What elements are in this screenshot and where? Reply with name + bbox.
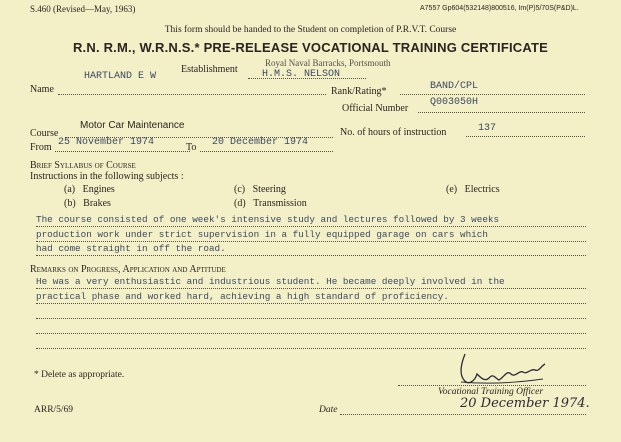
subject-a: (a) Engines — [64, 184, 115, 195]
form-instruction: This form should be handed to the Student on completion of P.R.V.T. Course — [164, 25, 457, 35]
to-value: 20 December 1974 — [212, 137, 309, 148]
rank-label: Rank/Rating* — [331, 86, 387, 97]
official-number-label: Official Number — [342, 103, 409, 114]
delete-note: * Delete as appropriate. — [34, 370, 125, 380]
establishment-value: H.M.S. NELSON — [262, 69, 341, 80]
to-label: To — [186, 142, 197, 153]
course-label: Course — [30, 128, 59, 139]
remarks-line-2: practical phase and worked hard, achieving a high standard of proficiency. — [36, 291, 449, 302]
syllabus-line-2: production work under strict supervision in a fully equipped garage on cars which — [36, 229, 488, 240]
establishment-label: Establishment — [181, 64, 238, 75]
date-value: 20 December 1974. — [460, 396, 590, 411]
hours-label: No. of hours of instruction — [340, 127, 447, 138]
remarks-line-1: He was a very enthusiastic and industrious student. He became deeply involved in the — [36, 276, 505, 287]
syllabus-line-1: The course consisted of one week's intensive study and lectures followed by 3 weeks — [36, 214, 500, 225]
from-label: From — [30, 142, 52, 153]
date-label: Date — [319, 405, 338, 415]
form-code: S.460 (Revised—May, 1963) — [30, 4, 136, 14]
name-label: Name — [30, 84, 54, 95]
syllabus-instructions: Instructions in the following subjects : — [30, 171, 184, 182]
name-value: HARTLAND E W — [84, 71, 157, 82]
subject-c: (c) Steering — [234, 184, 286, 195]
page-title: R.N. R.M., W.R.N.S.* PRE-RELEASE VOCATIONAL TRAINING CERTIFICATE — [72, 40, 549, 55]
syllabus-heading: Brief Syllabus of Course — [30, 160, 136, 171]
course-value: Motor Car Maintenance — [80, 120, 185, 131]
official-number-value: Q003050H — [430, 97, 479, 108]
remarks-heading: Remarks on Progress, Application and Aptitude — [30, 264, 226, 275]
subject-d: (d) Transmission — [234, 198, 307, 209]
form-ref: ARR/5/69 — [34, 405, 74, 415]
print-code: A7557 Gp604(532148)800516, Im(P)5/70S(P&D)L. — [420, 5, 579, 12]
officer-label: Vocational Training Officer — [438, 387, 544, 397]
hours-value: 137 — [478, 123, 497, 134]
establishment-stamp: Royal Naval Barracks, Portsmouth — [265, 58, 391, 68]
subject-b: (b) Brakes — [64, 198, 111, 209]
from-value: 25 November 1974 — [58, 137, 155, 148]
subject-e: (e) Electrics — [446, 184, 500, 195]
syllabus-line-3: had come straight in off the road. — [36, 243, 226, 254]
signature — [455, 348, 550, 390]
rank-value: BAND/CPL — [430, 81, 479, 92]
